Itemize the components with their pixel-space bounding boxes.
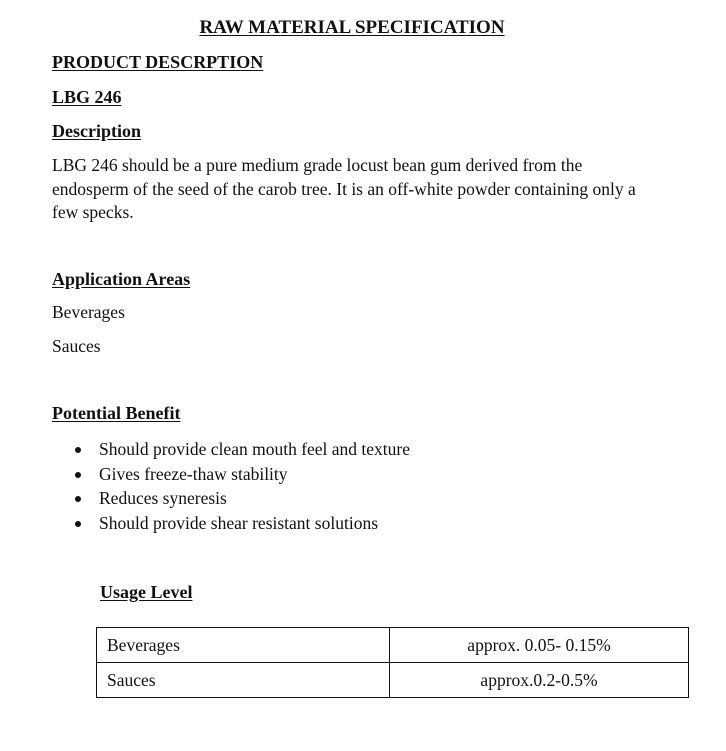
benefit-item	[74, 486, 410, 511]
bullet-icon	[75, 447, 81, 453]
benefit-text: Reduces syneresis	[99, 488, 227, 508]
application-areas-heading: Application Areas	[52, 269, 191, 289]
product-description-heading: PRODUCT DESCRPTION	[52, 52, 264, 72]
table-row	[97, 628, 689, 663]
product-name: LBG 246	[52, 87, 122, 107]
bullet-icon	[75, 472, 81, 478]
benefit-text: Should provide shear resistant solutions	[99, 512, 379, 533]
potential-benefit-heading: Potential Benefit	[52, 403, 181, 423]
usage-level-heading: Usage Level	[100, 582, 193, 602]
description-heading: Description	[52, 121, 141, 141]
usage-level-table	[96, 627, 689, 698]
usage-application-cell: Beverages	[97, 628, 390, 663]
description-text: LBG 246 should be a pure medium grade locust bean gum derived from the endosperm of the seed of the carob tree. It is an off-white powder containing only a few specks.	[52, 155, 636, 222]
benefit-text: Gives freeze-thaw stability	[99, 463, 288, 484]
table-row	[97, 663, 689, 698]
usage-application-cell: Sauces	[97, 663, 390, 698]
bullet-icon	[75, 521, 81, 527]
application-item: Beverages	[52, 302, 125, 322]
bullet-icon	[75, 496, 81, 502]
usage-level-cell: approx. 0.05- 0.15%	[390, 628, 689, 663]
benefit-item	[74, 462, 410, 487]
application-item: Sauces	[52, 336, 101, 356]
benefit-list	[74, 437, 410, 535]
document-title: RAW MATERIAL SPECIFICATION	[199, 17, 505, 38]
benefit-item	[74, 511, 410, 536]
usage-level-cell: approx.0.2-0.5%	[390, 663, 689, 698]
benefit-text: Should provide clean mouth feel and texture	[99, 439, 411, 459]
benefit-item	[74, 437, 410, 462]
